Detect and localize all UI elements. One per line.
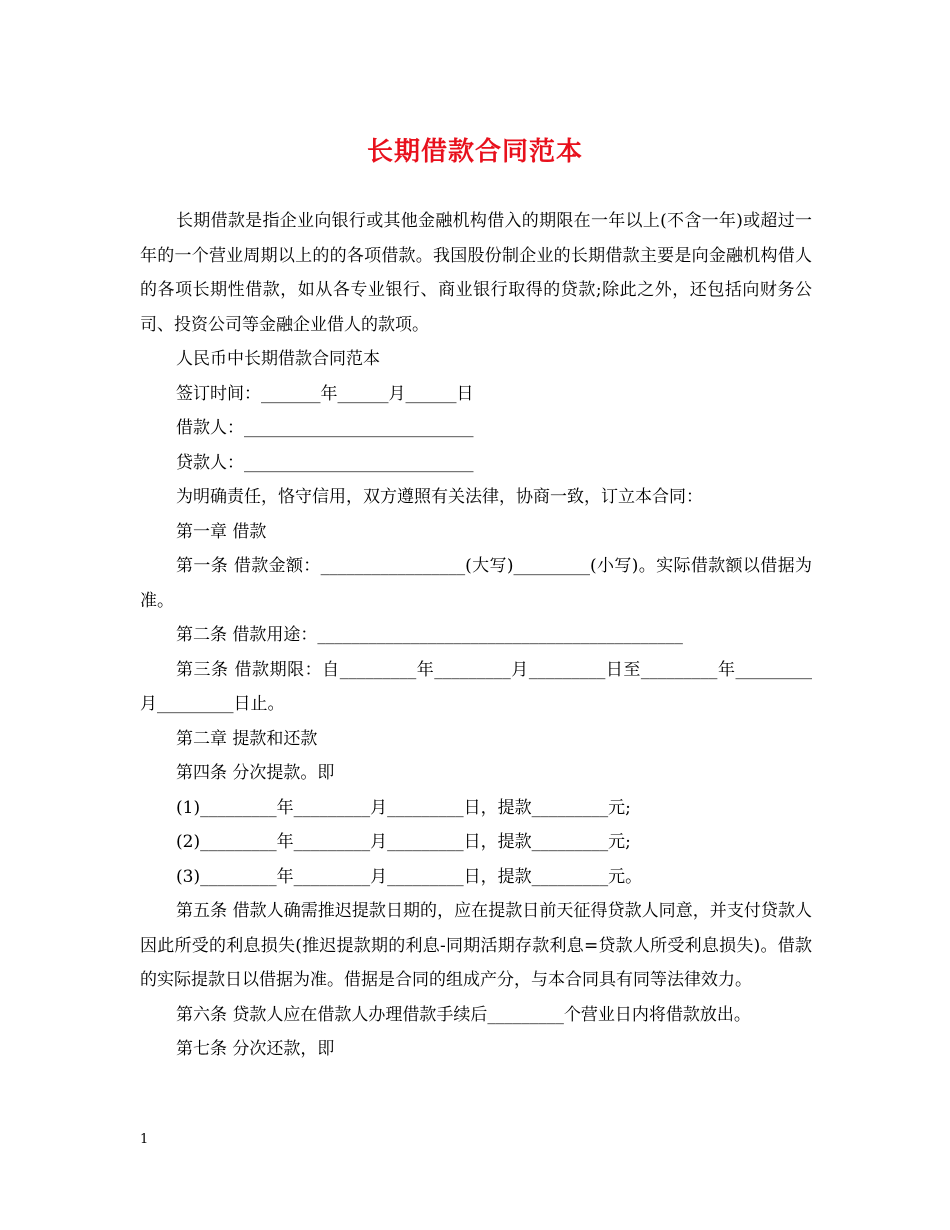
- intro-paragraph: 长期借款是指企业向银行或其他金融机构借入的期限在一年以上(不含一年)或超过一年的一个营业周期以上的的各项借款。我国股份制企业的长期借款主要是向金融机构借人的各项长期性借款，如从各专业银行、商业银行取得的贷款;除此之外，还包括向财务公司、投资公司等金融企业借人的款项。: [140, 211, 812, 335]
- article-5: 第五条 借款人确需推迟提款日期的，应在提款日前天征得贷款人同意，并支付贷款人因此所受的利息损失(推迟提款期的利息-同期活期存款利息=贷款人所受利息损失)。借款的实际提款日以借据为准。借据是合同的组成产分，与本合同具有同等法律效力。: [140, 901, 812, 990]
- draw-item-1: (1)_________年_________月_________日，提款_________元;: [176, 797, 631, 818]
- lender-line: 贷款人：___________________________: [176, 452, 474, 473]
- contract-heading: 人民币中长期借款合同范本: [176, 349, 380, 369]
- chapter-1-heading: 第一章 借款: [176, 521, 267, 542]
- article-6: 第六条 贷款人应在借款人办理借款手续后_________个营业日内将借款放出。: [176, 1004, 751, 1025]
- chapter-2-heading: 第二章 提款和还款: [176, 728, 318, 749]
- draw-item-2: (2)_________年_________月_________日，提款_________元;: [176, 832, 631, 852]
- document-body: [140, 204, 812, 1067]
- page-number: 1: [140, 1132, 149, 1147]
- article-7: 第七条 分次还款，即: [176, 1039, 335, 1059]
- article-1: 第一条 借款金额：_________________(大写)_________(小写)。实际借款额以借据为准。: [140, 556, 812, 611]
- draw-item-3: (3)_________年_________月_________日，提款_________元。: [176, 866, 643, 887]
- article-2: 第二条 借款用途：___________________________________________: [176, 625, 683, 645]
- preamble-line: 为明确责任，恪守信用，双方遵照有关法律，协商一致，订立本合同：: [176, 487, 703, 507]
- article-3: 第三条 借款期限：自_________年_________月_________日至_________年_________月_________日止。: [140, 659, 812, 714]
- borrower-line: 借款人：___________________________: [176, 418, 474, 438]
- document-title: 长期借款合同范本: [366, 137, 583, 167]
- article-4: 第四条 分次提款。即: [176, 763, 335, 783]
- sign-date-line: 签订时间：_______年______月______日: [176, 383, 474, 404]
